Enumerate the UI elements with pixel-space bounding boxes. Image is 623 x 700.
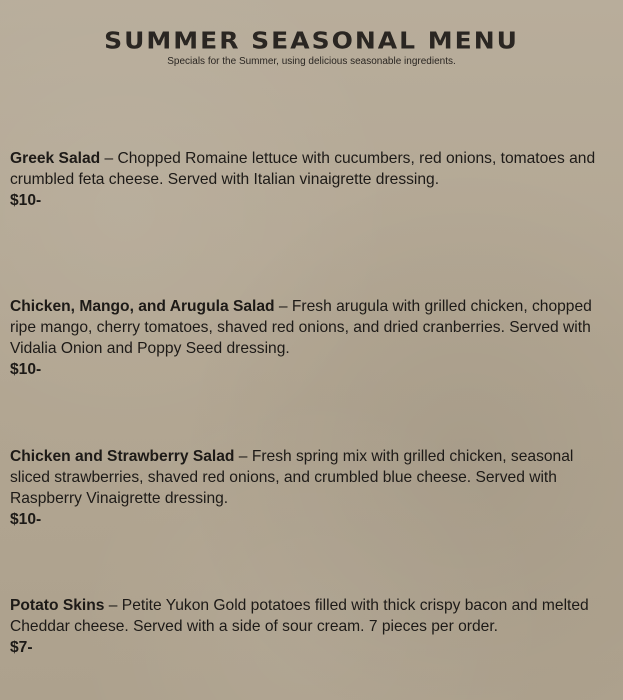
menu-item-chicken-strawberry-salad: [10, 446, 610, 530]
menu-item-separator: –: [100, 150, 118, 167]
menu-item-price: $10-: [10, 511, 42, 528]
menu-item-description: Fresh spring mix with grilled chicken, seasonal sliced strawberries, shaved red onions, and crumbled blue cheese. Served with Raspberry Vinaigrette dressing.: [10, 448, 574, 507]
menu-item-chicken-mango-arugula-salad: [10, 296, 610, 380]
menu-item-text: [10, 446, 610, 509]
menu-title: SUMMER SEASONAL MENU: [104, 27, 519, 54]
menu-item-name: Chicken and Strawberry Salad: [10, 448, 235, 465]
menu-item-description: Petite Yukon Gold potatoes filled with thick crispy bacon and melted Cheddar cheese. Served with a side of sour cream. 7 pieces per order.: [10, 597, 589, 635]
menu-item-price: $7-: [10, 639, 33, 656]
menu-item-potato-skins: [10, 595, 610, 658]
menu-subtitle: Specials for the Summer, using delicious seasonable ingredients.: [167, 56, 456, 67]
menu-item-price: $10-: [10, 361, 42, 378]
menu-item-text: [10, 595, 610, 637]
menu-item-text: [10, 296, 610, 359]
menu-item-name: Potato Skins: [10, 597, 105, 614]
menu-header: [0, 26, 623, 68]
menu-item-name: Chicken, Mango, and Arugula Salad: [10, 298, 275, 315]
menu-item-greek-salad: [10, 148, 610, 211]
menu-item-separator: –: [104, 597, 122, 614]
menu-item-separator: –: [234, 448, 252, 465]
menu-item-description: Chopped Romaine lettuce with cucumbers, red onions, tomatoes and crumbled feta cheese. Served with Italian vinaigrette dressing.: [10, 150, 596, 188]
menu-item-price: $10-: [10, 192, 42, 209]
menu-item-text: [10, 148, 610, 190]
menu-item-description: Fresh arugula with grilled chicken, chopped ripe mango, cherry tomatoes, shaved red onions, and dried cranberries. Served with Vidalia Onion and Poppy Seed dressing.: [10, 298, 592, 357]
menu-item-name: Greek Salad: [10, 150, 101, 167]
menu-item-separator: –: [274, 298, 292, 315]
